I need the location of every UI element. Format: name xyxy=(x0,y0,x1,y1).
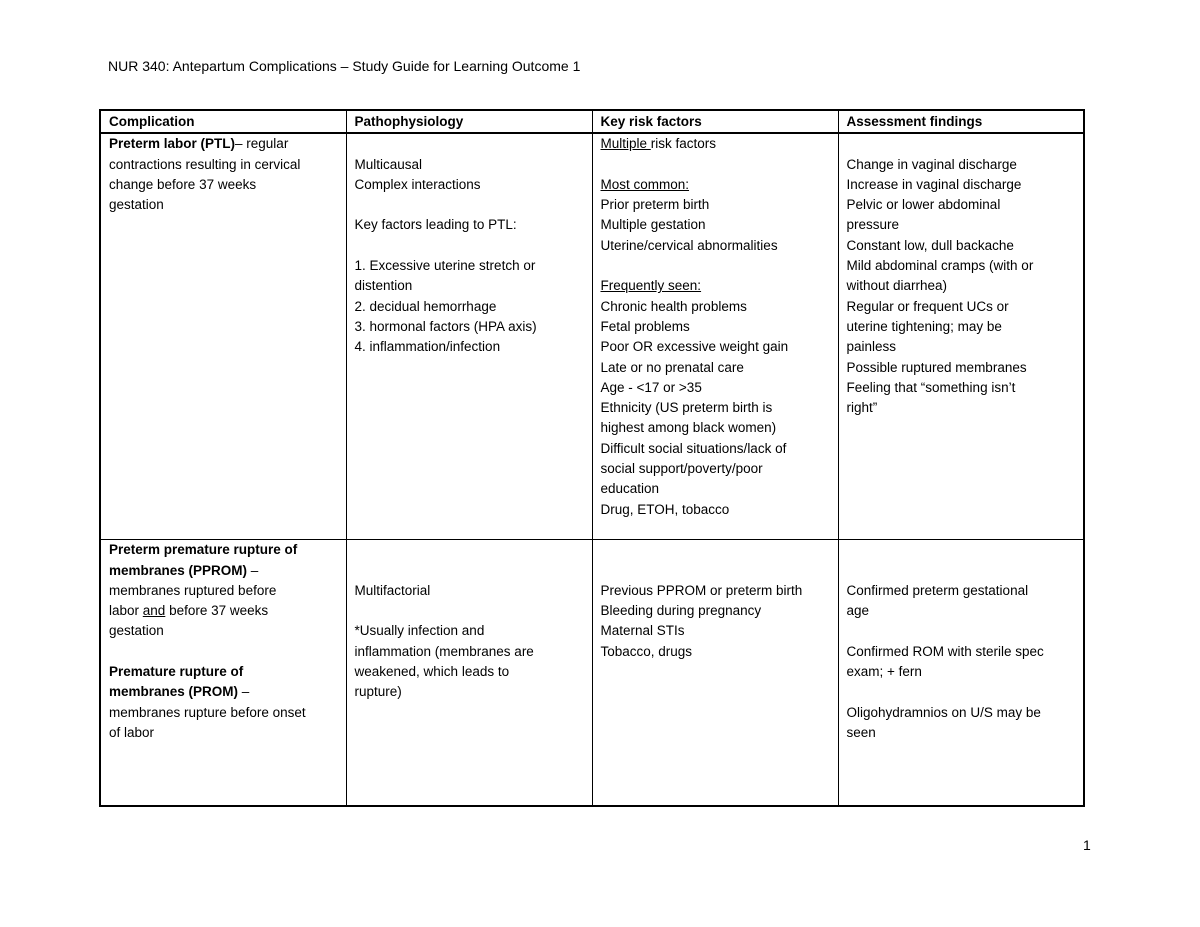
assessment-line: age xyxy=(846,603,870,619)
table-row xyxy=(100,133,1084,540)
assessment-line: pressure xyxy=(846,217,900,233)
patho-line: 3. hormonal factors (HPA axis) xyxy=(354,318,537,334)
risk-line: Tobacco, drugs xyxy=(600,643,693,659)
patho-line: inflammation (membranes are xyxy=(354,643,534,659)
risk-line: Uterine/cervical abnormalities xyxy=(600,237,778,253)
risk-line: Previous PPROM or preterm birth xyxy=(600,582,803,598)
cell-risk-factors xyxy=(592,540,838,807)
patho-line: Key factors leading to PTL: xyxy=(354,217,517,233)
risk-line: Age - <17 or >35 xyxy=(600,379,702,395)
assessment-line: painless xyxy=(846,339,897,355)
patho-line: 4. inflammation/infection xyxy=(354,339,501,355)
risk-multiple-rest: risk factors xyxy=(650,136,717,152)
assessment-line: right” xyxy=(846,400,878,416)
complication-line: gestation xyxy=(109,623,164,639)
assessment-line: Confirmed preterm gestational xyxy=(846,582,1029,598)
complication-line: of labor xyxy=(109,724,155,740)
assessment-line: Mild abdominal cramps (with or xyxy=(846,258,1034,274)
patho-line: *Usually infection and xyxy=(354,623,485,639)
risk-frequent-heading: Frequently seen: xyxy=(600,278,702,294)
risk-line: Bleeding during pregnancy xyxy=(600,603,762,619)
table-row xyxy=(100,540,1084,807)
complication-def: – regular xyxy=(235,136,289,152)
risk-line: Difficult social situations/lack of xyxy=(600,440,787,456)
cell-risk-factors xyxy=(592,133,838,540)
patho-line: 2. decidual hemorrhage xyxy=(354,298,497,314)
assessment-line: Increase in vaginal discharge xyxy=(846,176,1022,192)
risk-line: education xyxy=(600,481,660,497)
assessment-line: Pelvic or lower abdominal xyxy=(846,197,1001,213)
complication-line: membranes ruptured before xyxy=(109,582,277,598)
patho-line: distention xyxy=(354,278,413,294)
assessment-line: Confirmed ROM with sterile spec xyxy=(846,643,1044,659)
assessment-line: uterine tightening; may be xyxy=(846,318,1002,334)
complication-line: contractions resulting in cervical xyxy=(109,156,301,172)
assessment-line: seen xyxy=(846,724,876,740)
complication-name: membranes (PROM) xyxy=(109,684,239,700)
risk-line: Late or no prenatal care xyxy=(600,359,744,375)
underlined-and: and xyxy=(142,603,166,619)
study-guide-table xyxy=(99,109,1085,807)
complication-line: change before 37 weeks xyxy=(109,176,257,192)
risk-common-heading: Most common: xyxy=(600,176,690,192)
assessment-line: without diarrhea) xyxy=(846,278,948,294)
page-number: 1 xyxy=(1083,837,1091,853)
risk-line xyxy=(601,134,832,154)
table-header-row xyxy=(100,110,1084,133)
risk-line: Fetal problems xyxy=(600,318,690,334)
assessment-line: Feeling that “something isn’t xyxy=(846,379,1016,395)
patho-line: 1. Excessive uterine stretch or xyxy=(354,258,536,274)
complication-name: Premature rupture of xyxy=(109,664,244,680)
assessment-line: Regular or frequent UCs or xyxy=(846,298,1009,314)
risk-line: highest among black women) xyxy=(600,420,777,436)
assessment-line: Constant low, dull backache xyxy=(846,237,1014,253)
risk-line: Ethnicity (US preterm birth is xyxy=(600,400,773,416)
complication-name: membranes (PPROM) xyxy=(109,562,248,578)
complication-line xyxy=(109,134,340,154)
cell-assessment xyxy=(838,540,1084,807)
cell-pathophysiology xyxy=(346,133,592,540)
risk-line: Drug, ETOH, tobacco xyxy=(600,501,730,517)
assessment-line: Oligohydramnios on U/S may be xyxy=(846,704,1041,720)
complication-line: membranes rupture before onset xyxy=(109,704,306,720)
risk-line: Maternal STIs xyxy=(600,623,685,639)
column-header-assessment: Assessment findings xyxy=(838,110,1084,133)
cell-complication xyxy=(100,133,346,540)
complication-line: labor and before 37 weeks xyxy=(109,603,269,619)
patho-line: Multifactorial xyxy=(354,582,431,598)
assessment-line: Possible ruptured membranes xyxy=(846,359,1027,375)
cell-assessment xyxy=(838,133,1084,540)
page-header: NUR 340: Antepartum Complications – Study Guide for Learning Outcome 1 xyxy=(108,58,581,74)
patho-line: weakened, which leads to xyxy=(354,664,510,680)
patho-line: Complex interactions xyxy=(354,176,481,192)
risk-line: Multiple gestation xyxy=(600,217,706,233)
risk-line: Chronic health problems xyxy=(600,298,747,314)
column-header-complication: Complication xyxy=(100,110,346,133)
risk-multiple-underlined: Multiple xyxy=(600,136,651,152)
risk-line: social support/poverty/poor xyxy=(600,461,763,477)
cell-pathophysiology xyxy=(346,540,592,807)
patho-line: Multicausal xyxy=(354,156,423,172)
assessment-line: exam; + fern xyxy=(846,664,922,680)
complication-name: Preterm premature rupture of xyxy=(109,542,298,558)
complication-name: Preterm labor (PTL) xyxy=(109,136,236,152)
assessment-line: Change in vaginal discharge xyxy=(846,156,1017,172)
patho-line: rupture) xyxy=(354,684,402,700)
cell-complication: Preterm premature rupture of membranes (PPROM) – membranes ruptured before labor and before 37 weeks gestation Premature rupture of membranes (PROM) – membranes rupture before onset of labor xyxy=(100,540,346,807)
column-header-pathophysiology: Pathophysiology xyxy=(346,110,592,133)
column-header-risk-factors: Key risk factors xyxy=(592,110,838,133)
risk-line: Prior preterm birth xyxy=(600,197,710,213)
risk-line: Poor OR excessive weight gain xyxy=(600,339,789,355)
complication-line: gestation xyxy=(109,197,164,213)
